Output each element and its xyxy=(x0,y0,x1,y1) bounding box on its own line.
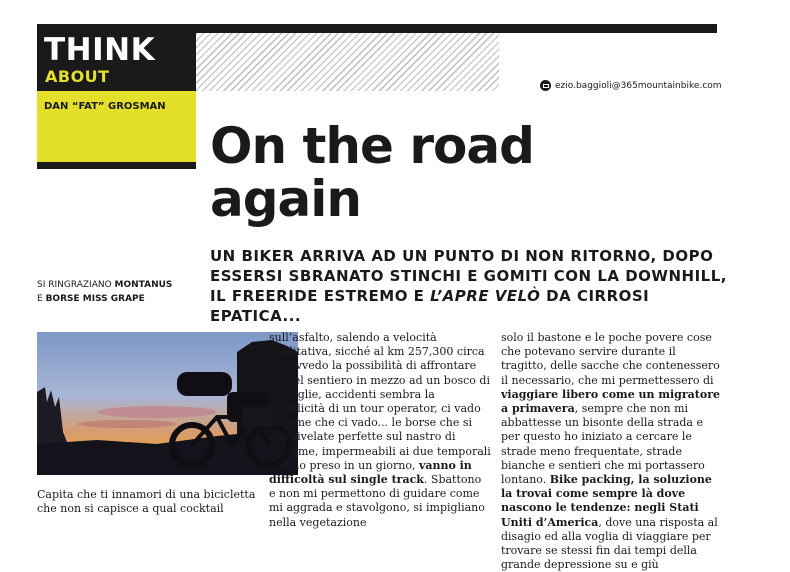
article-title-line-1: On the road xyxy=(210,117,534,175)
credits-sponsor-2: BORSE MISS GRAPE xyxy=(45,294,145,304)
standfirst-text-2: DA CIRROSI EPATICA... xyxy=(210,287,650,325)
credits-intro: SI RINGRAZIANO xyxy=(37,280,115,290)
section-title: THINK xyxy=(44,32,156,68)
standfirst-emphasis: L’APRE VELÒ xyxy=(430,287,541,305)
standfirst xyxy=(210,246,730,326)
body-col2-text-1: sull’asfalto, salendo a velocità meditativa, sicché al km 257,300 circa intravvedo la possibilità di affrontare un bel sentiero in mezzo ad un bosco di latifoglie, accidenti sembra la pubblicità di un tour operator, ci vado eccome che ci vado... le borse che si son rivelate perfette sul nastro di catrame, impermeabili ai due temporali che ho preso in un giorno, xyxy=(269,331,491,472)
credits-conj: E xyxy=(37,294,46,304)
body-col3-highlight-1: viaggiare libero come un migratore a primavera xyxy=(501,387,720,416)
email-address[interactable]: ezio.baggioli@365mountainbike.com xyxy=(555,80,722,91)
article-title-line-2: again xyxy=(210,170,362,228)
body-col3-text-1: solo il bastone e le poche povere cose che potevano servire durante il tragitto, delle sacche che contenessero il necessario, che mi permettessero di xyxy=(501,331,720,387)
body-col2-text-2: . Sbattono e non mi permettono di guidare come mi aggrada e stavolgono, si impigliano nella vegetazione xyxy=(269,473,485,529)
header-bottom-bar xyxy=(37,162,196,169)
section-subtitle: ABOUT xyxy=(45,67,110,86)
credits-sponsor-1: MONTANUS xyxy=(114,280,173,290)
standfirst-text-1: UN BIKER ARRIVA AD UN PUNTO DI NON RITORNO, DOPO ESSERSI SBRANATO STINCHI E GOMITI CON LA DOWNHILL, IL FREERIDE ESTREMO E xyxy=(210,247,727,305)
author-name: DAN “FAT” GROSMAN xyxy=(44,101,166,112)
body-column-2 xyxy=(269,331,491,530)
body-col3-highlight-2: Bike packing, la soluzione la trovai come sempre là dove nascono le tendenze: negli Stati Uniti d’America xyxy=(501,473,712,529)
article-title xyxy=(210,117,670,228)
contact-email[interactable] xyxy=(540,80,721,91)
body-col3-text-2: , sempre che non mi abbattesse un bisonte della strada e per questo ho iniziato a cercare le strade meno frequentate, strade bianche e sentieri che mi portassero lontano. xyxy=(501,402,705,487)
body-column-1: Capita che ti innamori di una bicicletta che non si capisce a qual cocktail xyxy=(37,488,256,516)
article-photo xyxy=(37,332,298,475)
mail-icon xyxy=(540,80,551,91)
body-col3-text-3: , dove una risposta al disagio ed alla voglia di viaggiare per trovare se stessi fin dai tempi della grande depressione su e giù xyxy=(501,515,718,572)
body-column-3 xyxy=(501,331,723,572)
credits xyxy=(37,278,197,306)
hatch-pattern xyxy=(196,33,499,91)
body-col2-highlight: vanno in difficoltà sul single track xyxy=(269,458,472,487)
